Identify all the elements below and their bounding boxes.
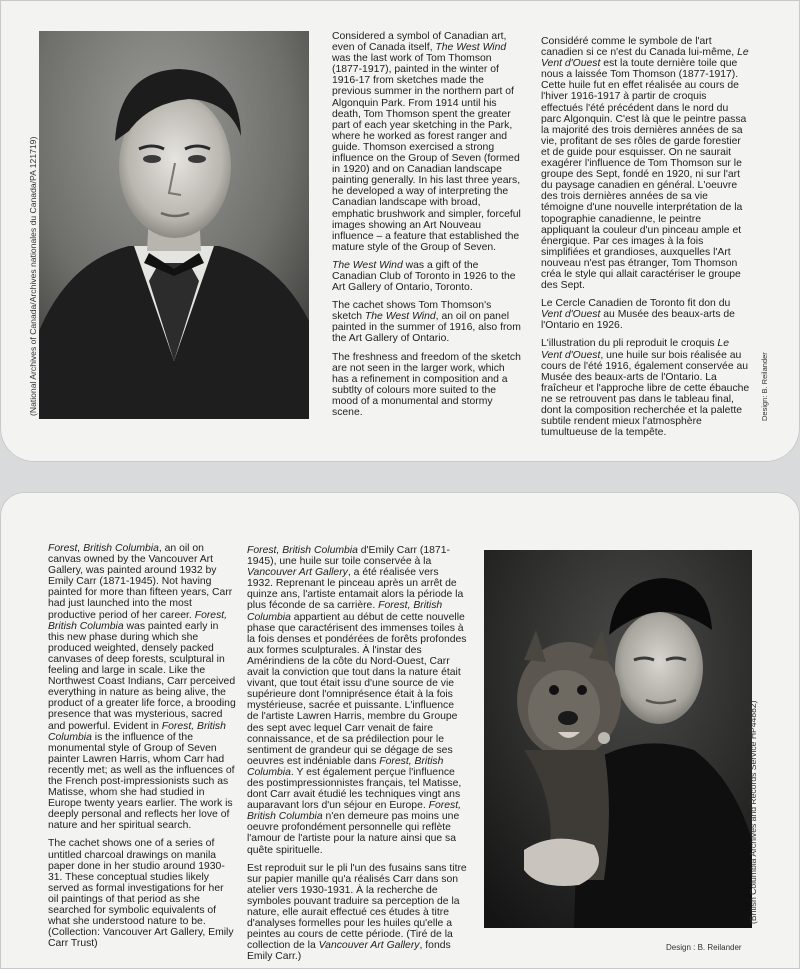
top-design-credit: Design: B. Reilander xyxy=(760,352,769,421)
carr-french-text: Forest, British Columbia d'Emily Carr (1871-1945), une huile sur toile conservée à la Vancouver Art Gallery, a été réalisée vers 1932. Reprenant le pinceau après un arrêt de quinze ans, l'artiste entamait alors la période la plus féconde de sa carrière. Forest, British Columbia appartient au début de cette nouvelle phase que caractérisent des immenses toiles à la fois denses et pondérées de forêts profondes aux formes sculpturales. À l'instar des Amérindiens de la côte du Nord-Ouest, Carr avait la conviction que tout dans la nature était vivant, que tout était issu d'une source de vie supérieure dont l'omniprésence était à la fois mystérieuse, sacrée et puissante. L'influence de l'artiste Lawren Harris, membre du Groupe des sept avec lequel Carr venait de faire connaissance, et de sa prédilection pour le sentiment de grandeur qui se dégage de ses oeuvres est indéniable dans Forest, British Columbia. Y est également perçue l'influence des postimpressionnistes français, tel Matisse, dont Carr avait étudié les techniques vingt ans auparavant lors d'un séjour en Europe. Forest, British Columbia n'en demeure pas moins une oeuvre profondément personnelle qui reflète l'amour de l'artiste pour la nature ainsi que sa quête spirituelle. Est reproduit sur le pli l'un des fusains sans titre sur papier manille qu'a réalisés Carr dans son atelier vers 1930-1931. À la recherche de symboles pouvant traduire sa perception de la nature, elle aurait effectué ces études à titre d'analyses formelles pour les huiles qu'elle a peintes au cours de cette période. (Tiré de la collection de la Vancouver Art Gallery, fonds Emily Carr.) xyxy=(247,545,467,963)
top-panel xyxy=(0,0,800,462)
carr-photo-credit: (British Columbia Archives and Records Service HP44882) xyxy=(748,700,758,924)
carr-english-text: Forest, British Columbia, an oil on canvas owned by the Vancouver Art Gallery, was painted around 1932 by Emily Carr (1871-1945). Not having painted for more than fifteen years, Carr had just launched into the most productive period of her career. Forest, British Columbia was painted early in this new phase during which she produced weighted, densely packed canvases of deep forests, sculptural in feeling and large in scale. Like the Northwest Coast Indians, Carr perceived everything in nature as being alive, the product of a greater life force, a brooding presence that was mysterious, sacred and powerful. Evident in Forest, British Columbia is the influence of the monumental style of Group of Seven painter Lawren Harris, whom Carr had recently met; as well as the influences of the French post-impressionists such as Matisse, whom she had studied in Europe twenty years earlier. The work is deeply personal and reflects her love of nature and her spiritual search. The cachet shows one of a series of untitled charcoal drawings on manila paper done in her studio around 1930-31. These conceptual studies likely served as formal investigations for her oil paintings of that period as she searched for symbolic equivalents of what she understood nature to be. (Collection: Vancouver Art Gallery, Emily Carr Trust) xyxy=(48,543,236,950)
thomson-photo-credit: (National Archives of Canada/Archives nationales du Canada/PA 121719) xyxy=(28,136,38,416)
thomson-english-text: Considered a symbol of Canadian art, even of Canada itself, The West Wind was the last work of Tom Thomson (1877-1917), painted in the winter of 1916-17 from sketches made the previous summer in the northern part of Algonquin Park. From 1914 until his death, Tom Thomson spent the greater part of each year sketching in the Park, where he worked as forest ranger and guide. Thomson exercised a strong influence on the Group of Seven (formed in 1920) and on Canadian landscape painting generally. In his last three years, he developed a way of interpreting the Canadian landscape with broad, emphatic brushwork and simpler, forceful images showing an Art Nouveau influence – a feature that established the mature style of the Group of Seven. The West Wind was a gift of the Canadian Club of Toronto in 1926 to the Art Gallery of Ontario, Toronto. The cachet shows Tom Thomson's sketch The West Wind, an oil on panel painted in the summer of 1916, also from the Art Gallery of Ontario. The freshness and freedom of the sketch are not seen in the larger work, which has a refinement in composition and a subtlty of colours more suited to the mood of a monumental and stormy scene. xyxy=(332,31,521,418)
emily-carr-portrait xyxy=(484,550,752,928)
bottom-design-credit: Design : B. Reilander xyxy=(666,943,742,952)
tom-thomson-portrait xyxy=(39,31,309,419)
thomson-french-text: Considéré comme le symbole de l'art canadien si ce n'est du Canada lui-même, Le Vent d'Ouest est la toute dernière toile que nous a laissée Tom Thomson (1877-1917). Cette huile fut en effet réalisée au cours de l'hiver 1916-1917 à partir de croquis effectués l'été précédent dans le nord du parc Algonquin. C'est là que le peintre passa la majorité des trois dernières années de sa vie, profitant de ses rôles de garde forestier et de guide pour esquisser. On ne saurait exagérer l'influence de Tom Thomson sur le groupe des Sept, fondé en 1920, ni sur l'art du paysage canadien en général. L'oeuvre des trois dernières années de sa vie témoigne d'une nouvelle interprétation de la topographie canadienne, le peintre appliquant la couleur d'un pinceau ample et énergique. Par ces images à la fois simplifiées et grandioses, auxquelles l'Art nouveau n'est pas étranger, Tom Thomson créa le style qui allait caractériser le groupe des Sept. Le Cercle Canadien de Toronto fit don du Vent d'Ouest au Musée des beaux-arts de l'Ontario en 1926. L'illustration du pli reproduit le croquis Le Vent d'Ouest, une huile sur bois réalisée au cours de l'été 1916, également conservée au Musée des beaux-arts de l'Ontario. La fraîcheur et l'approche libre de cette ébauche ne se retrouvent pas dans le tableau final, dont la composition recherchée et la palette subtile rendent mieux l'atmosphère tumultueuse de la tempête. xyxy=(541,36,750,439)
bottom-panel xyxy=(0,492,800,969)
